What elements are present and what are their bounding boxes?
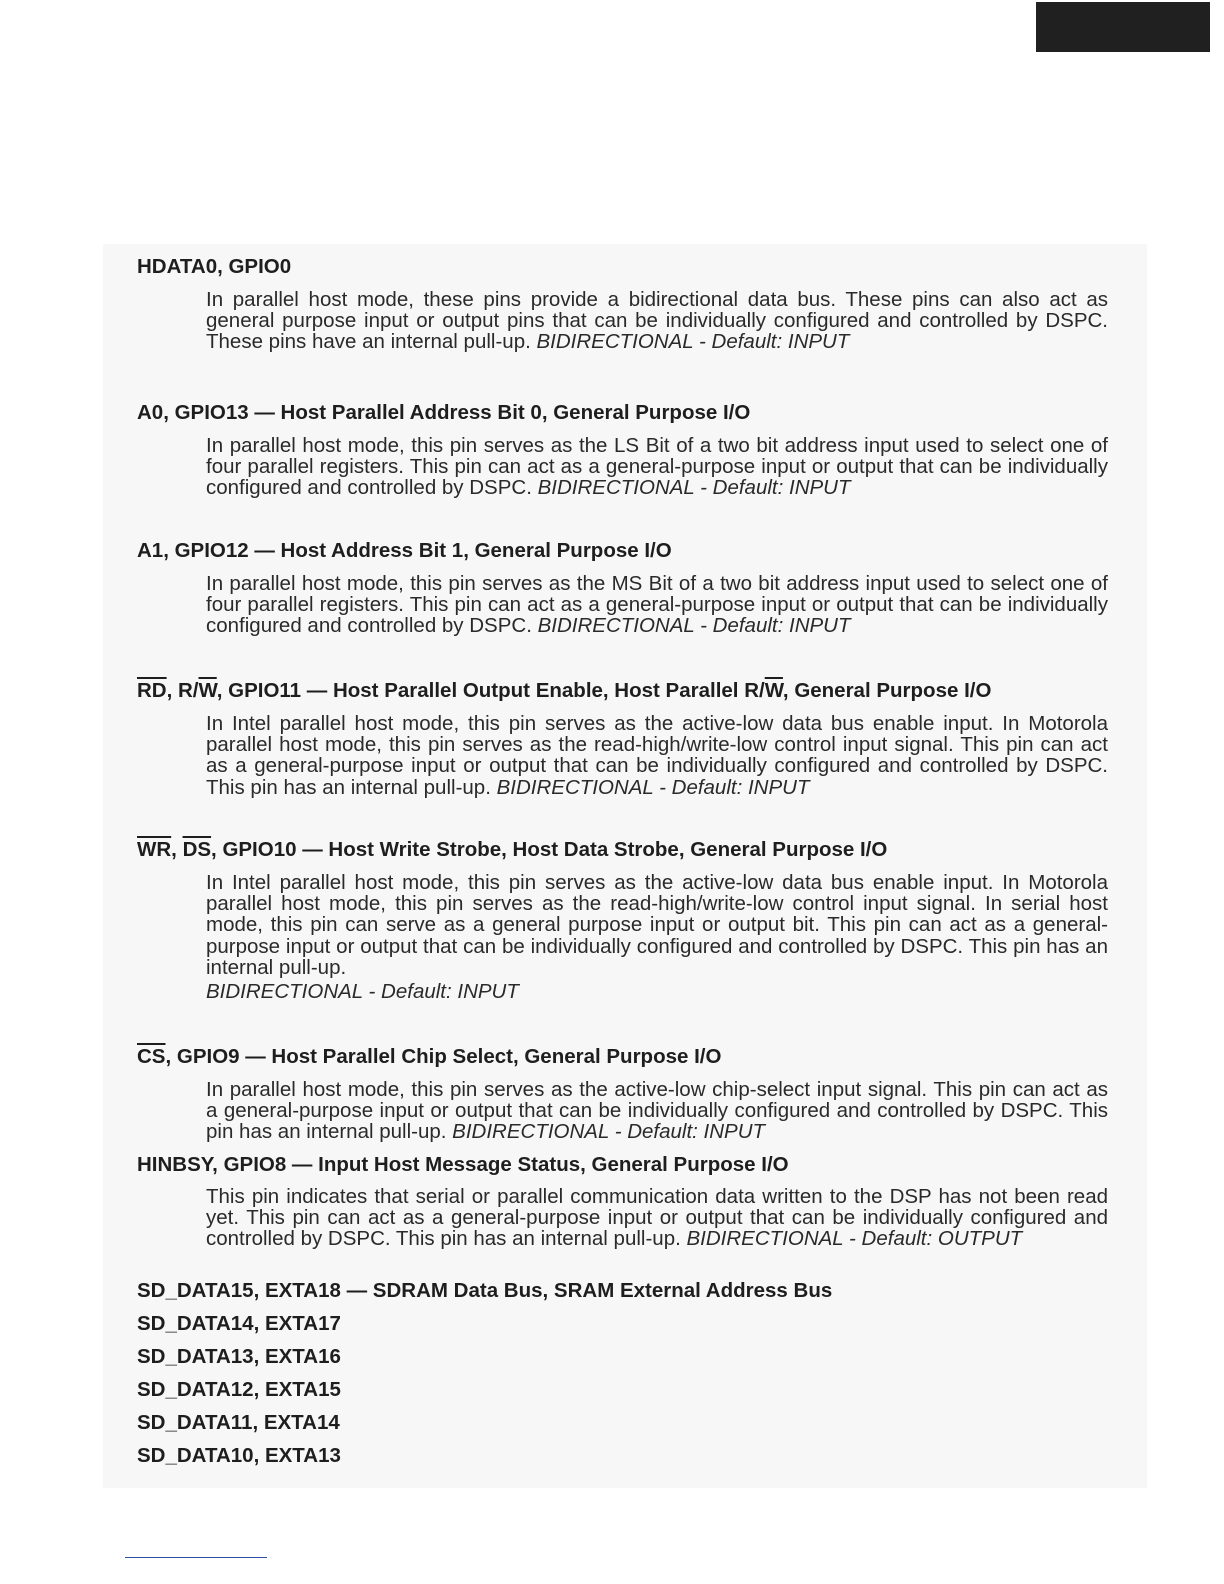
bus-pin-heading: SD_DATA15, EXTA18 — SDRAM Data Bus, SRAM External Address Bus [137, 1279, 833, 1302]
pin-note-wr-ds: BIDIRECTIONAL - Default: INPUT [206, 980, 519, 1003]
pin-description-hdata0: In parallel host mode, these pins provide a bidirectional data bus. These pins can also act as general purpose input or output pins that can be individually configured and controlled by DSPC. These pins have an internal pull-up. BIDIRECTIONAL - Default: INPUT [206, 288, 1108, 354]
pin-heading-hdata0: HDATA0, GPIO0 [137, 255, 292, 278]
pin-heading-a1: A1, GPIO12 — Host Address Bit 1, General Purpose I/O [137, 539, 672, 562]
pin-description-rd-rw: In Intel parallel host mode, this pin serves as the active-low data bus enable input. In Motorola parallel host mode, this pin serves as the read-high/write-low control input signal. This pin can act as a general-purpose input or output that can be individually configured and controlled by DSPC. This pin has an internal pull-up. BIDIRECTIONAL - Default: INPUT [206, 712, 1108, 799]
header-tab-block [1036, 2, 1210, 52]
pin-heading-cs: $\overline{CS}$, GPIO9 — Host Parallel Chip Select, General Purpose I/O [137, 1045, 722, 1068]
pin-description-wr-ds: In Intel parallel host mode, this pin serves as the active-low data bus enable input. In Motorola parallel host mode, this pin serves as the read-high/write-low control input signal. In serial host mode, this pin can serve as a general purpose input or output bit. This pin can act as a general-purpose input or output that can be individually configured and controlled by DSPC. This pin has an internal pull-up. [206, 871, 1108, 979]
pin-description-hinbsy: This pin indicates that serial or parallel communication data written to the DSP has not been read yet. This pin can act as a general-purpose input or output that can be individually configured and controlled by DSPC. This pin has an internal pull-up. BIDIRECTIONAL - Default: OUTPUT [206, 1185, 1108, 1251]
footnote-divider [125, 1557, 267, 1558]
pin-description-a0: In parallel host mode, this pin serves as the LS Bit of a two bit address input used to select one of four parallel registers. This pin can act as a general-purpose input or output that can be individually configured and controlled by DSPC. BIDIRECTIONAL - Default: INPUT [206, 434, 1108, 500]
bus-pin-heading: SD_DATA11, EXTA14 [137, 1411, 340, 1434]
pin-heading-a0: A0, GPIO13 — Host Parallel Address Bit 0, General Purpose I/O [137, 401, 751, 424]
pin-heading-rd-rw: $\overline{RD}$, $R/\overline{W}$, GPIO11 — Host Parallel Output Enable, Host Parallel $R/\overline{W}$, General Purpose I/O [137, 679, 992, 702]
pin-heading-wr-ds: $\overline{WR}$, $\overline{DS}$, GPIO10 — Host Write Strobe, Host Data Strobe, General Purpose I/O [137, 838, 888, 861]
bus-pin-heading: SD_DATA13, EXTA16 [137, 1345, 341, 1368]
pin-heading-hinbsy: HINBSY, GPIO8 — Input Host Message Status, General Purpose I/O [137, 1153, 789, 1176]
pin-description-cs: In parallel host mode, this pin serves as the active-low chip-select input signal. This pin can act as a general-purpose input or output that can be individually configured and controlled by DSPC. This pin has an internal pull-up. BIDIRECTIONAL - Default: INPUT [206, 1078, 1108, 1144]
bus-pin-heading: SD_DATA10, EXTA13 [137, 1444, 341, 1467]
bus-pin-heading: SD_DATA12, EXTA15 [137, 1378, 341, 1401]
pin-description-a1: In parallel host mode, this pin serves as the MS Bit of a two bit address input used to select one of four parallel registers. This pin can act as a general-purpose input or output that can be individually configured and controlled by DSPC. BIDIRECTIONAL - Default: INPUT [206, 572, 1108, 638]
bus-pin-heading: SD_DATA14, EXTA17 [137, 1312, 341, 1335]
